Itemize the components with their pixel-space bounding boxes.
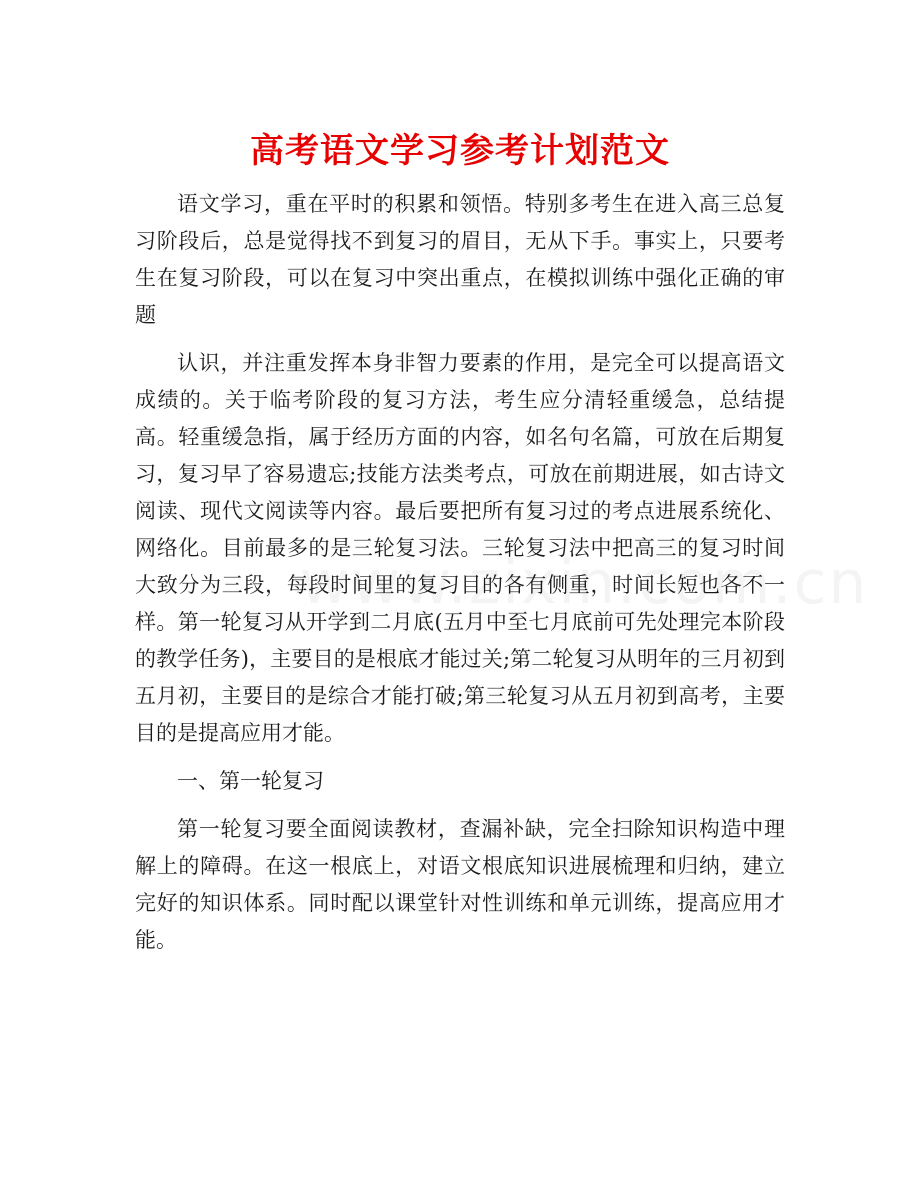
document-body xyxy=(135,186,785,970)
paragraph-methods: 认识，并注重发挥本身非智力要素的作用，是完全可以提高语文成绩的。关于临考阶段的复习方法，考生应分清轻重缓急，总结提高。轻重缓急指，属于经历方面的内容，如名句名篇，可放在后期复习，复习早了容易遗忘;技能方法类考点，可放在前期进展，如古诗文阅读、现代文阅读等内容。最后要把所有复习过的考点进展系统化、网络化。目前最多的是三轮复习法。三轮复习法中把高三的复习时间大致分为三段，每段时间里的复习目的各有侧重，时间长短也各不一样。第一轮复习从开学到二月底(五月中至七月底前可先处理完本阶段的教学任务)，主要目的是根底才能过关;第二轮复习从明年的三月初到五月初，主要目的是综合才能打破;第三轮复习从五月初到高考，主要目的是提高应用才能。 xyxy=(135,351,785,745)
section-heading-first-round: 一、第一轮复习 xyxy=(177,769,324,793)
document-title: 高考语文学习参考计划范文 xyxy=(250,131,670,171)
paragraph-intro: 语文学习，重在平时的积累和领悟。特别多考生在进入高三总复习阶段后，总是觉得找不到复习的眉目，无从下手。事实上，只要考生在复习阶段，可以在复习中突出重点，在模拟训练中强化正确的审题 xyxy=(135,192,785,327)
paragraph-first-round: 第一轮复习要全面阅读教材，查漏补缺，完全扫除知识构造中理解上的障碍。在这一根底上，对语文根底知识进展梳理和归纳，建立完好的知识体系。同时配以课堂针对性训练和单元训练，提高应用才能。 xyxy=(135,817,785,952)
